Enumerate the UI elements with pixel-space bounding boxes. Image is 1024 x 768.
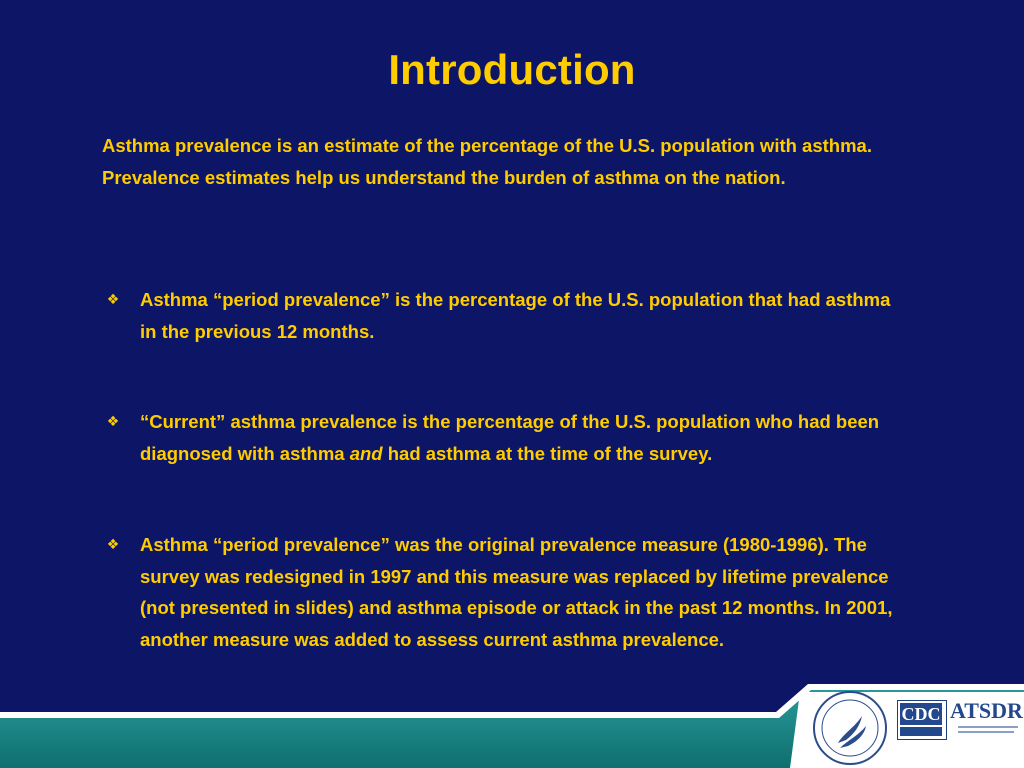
bullet-text-part: “Current” asthma prevalence is the percentage of the U.S. population who had been diagnosed with asthma: [140, 411, 880, 464]
slide-title: Introduction: [388, 46, 636, 93]
cdc-logo-bar: [900, 727, 942, 736]
bullet-text: Asthma “period prevalence” is the percentage of the U.S. population that had asthma in the previous 12 months.: [140, 289, 891, 342]
bullet-text-emphasis: and: [349, 442, 383, 464]
atsdr-logo: [950, 698, 1023, 740]
intro-paragraph: Asthma prevalence is an estimate of the percentage of the U.S. population with asthma. Prevalence estimates help us understand the burden of asthma on the nation.: [102, 135, 872, 188]
atsdr-logo-line: [958, 731, 1014, 733]
bullet-text: [140, 406, 910, 469]
cdc-logo-text: CDC: [901, 704, 941, 724]
atsdr-logo-line: [958, 726, 1018, 728]
diamond-bullet-icon: ❖: [106, 291, 120, 307]
bullet-text-part: had asthma at the time of the survey.: [382, 442, 713, 464]
atsdr-logo-text: ATSDR: [950, 698, 1023, 723]
diamond-bullet-icon: ❖: [106, 413, 120, 429]
cdc-logo: [897, 700, 947, 740]
hhs-seal-icon: [810, 688, 890, 768]
diamond-bullet-icon: ❖: [106, 536, 120, 552]
bullet-text: Asthma “period prevalence” was the original prevalence measure (1980-1996). The survey was redesigned in 1997 and this measure was replaced by lifetime prevalence (not presented in slides) and asthma episode or attack in the past 12 months. In 2001, another measure was added to assess current asthma prevalence.: [140, 534, 893, 650]
